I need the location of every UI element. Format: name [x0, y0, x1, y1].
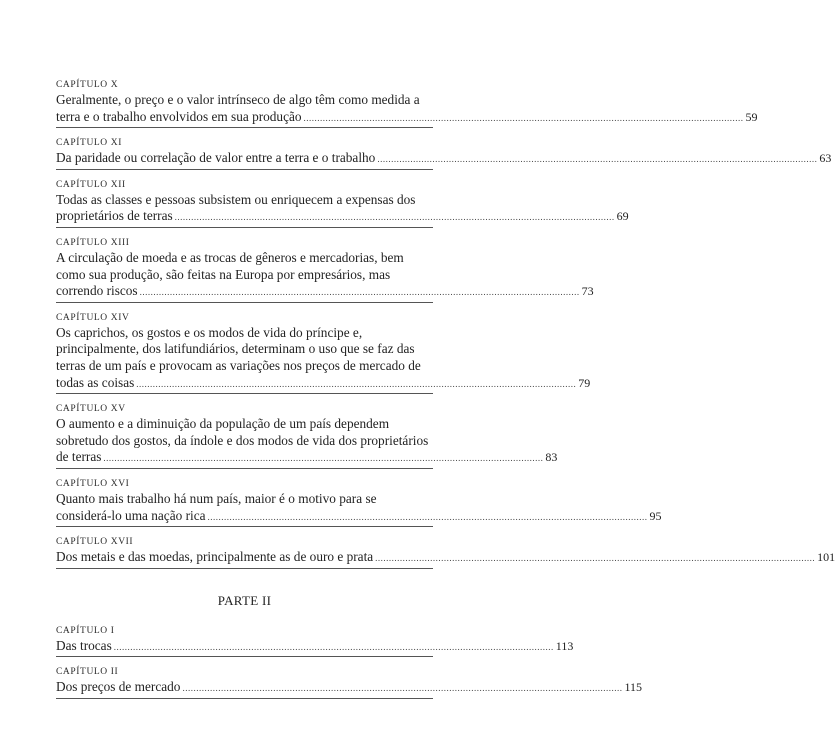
dot-leader: ................................................................................................................................................................ — [377, 154, 818, 165]
chapter-title-last-line — [56, 108, 758, 129]
chapter-label: CAPÍTULO XVII — [56, 537, 134, 548]
dot-leader: ................................................................................................................................................................ — [182, 683, 623, 694]
toc-entry — [56, 312, 591, 394]
chapter-title-line: Quanto mais trabalho há num país, maior é o motivo para se — [56, 490, 377, 506]
toc-entry — [56, 478, 662, 527]
chapter-label: CAPÍTULO II — [56, 667, 119, 678]
page-number: 79 — [578, 375, 591, 390]
page-number: 59 — [745, 109, 758, 124]
chapter-title-text: correndo riscos — [56, 283, 138, 299]
dot-leader: ................................................................................................................................................................ — [174, 212, 615, 223]
chapter-label: CAPÍTULO I — [56, 625, 115, 636]
chapter-title-line: A circulação de moeda e as trocas de gêneros e mercadorias, bem — [56, 249, 404, 265]
chapter-title-line: Geralmente, o preço e o valor intrínseco de algo têm como medida a — [56, 92, 420, 107]
dot-leader: ................................................................................................................................................................ — [136, 378, 577, 389]
chapter-title-line: como sua produção, são feitas na Europa por empresários, mas — [56, 266, 391, 282]
dot-leader: ................................................................................................................................................................ — [207, 511, 648, 522]
toc-entry — [56, 179, 629, 228]
page-number: 69 — [616, 209, 629, 224]
page-number: 73 — [581, 284, 594, 299]
chapter-title-last-line — [56, 637, 574, 658]
chapter-label: CAPÍTULO X — [56, 80, 119, 90]
chapter-title-last-line — [56, 283, 594, 303]
chapter-label: CAPÍTULO XIV — [56, 312, 130, 323]
chapter-title-line: terras de um país e provocam as variações nos preços de mercado de — [56, 357, 421, 373]
chapter-title-last-line — [56, 208, 629, 228]
chapter-title-text: todas as coisas — [56, 374, 135, 390]
toc-entry — [56, 137, 832, 170]
chapter-title-line: principalmente, dos latifundiários, determinam o uso que se faz das — [56, 341, 415, 357]
dot-leader: ................................................................................................................................................................ — [303, 112, 744, 123]
chapter-title-last-line — [56, 150, 832, 170]
chapter-title-text: de terras — [56, 449, 102, 465]
chapter-title-last-line — [56, 679, 642, 699]
page-number: 95 — [649, 508, 662, 523]
chapter-label: CAPÍTULO XVI — [56, 478, 130, 489]
page-number: 63 — [819, 151, 832, 166]
chapter-label: CAPÍTULO XIII — [56, 237, 130, 248]
chapter-label: CAPÍTULO XII — [56, 179, 126, 190]
dot-leader: ................................................................................................................................................................ — [139, 287, 580, 298]
toc-entry — [56, 536, 835, 569]
toc-part-1 — [56, 79, 835, 569]
table-of-contents — [56, 79, 835, 708]
page-number: 101 — [817, 550, 835, 565]
chapter-title-text: terra e o trabalho envolvidos em sua produção — [56, 108, 302, 124]
toc-part-2 — [56, 625, 642, 699]
chapter-title-last-line — [56, 374, 591, 395]
chapter-title-text: Dos metais e das moedas, principalmente as de ouro e prata — [56, 549, 374, 565]
chapter-title-line: O aumento e a diminuição da população de um país dependem — [56, 416, 390, 432]
page-number: 115 — [624, 680, 642, 695]
chapter-title-text: Da paridade ou correlação de valor entre a terra e o trabalho — [56, 150, 376, 166]
toc-entry — [56, 625, 574, 658]
toc-entry — [56, 237, 594, 303]
chapter-label: CAPÍTULO XI — [56, 138, 122, 149]
chapter-title-text: Das trocas — [56, 637, 112, 653]
page-number: 83 — [545, 450, 558, 465]
chapter-title-line: Os caprichos, os gostos e os modos de vida do príncipe e, — [56, 324, 363, 340]
chapter-title-line: sobretudo dos gostos, da índole e dos modos de vida dos proprietários — [56, 432, 429, 448]
chapter-title-text: considerá-lo uma nação rica — [56, 507, 206, 523]
chapter-title-text: proprietários de terras — [56, 208, 173, 224]
chapter-title-last-line — [56, 507, 662, 528]
chapter-label: CAPÍTULO XV — [56, 404, 126, 415]
toc-entry — [56, 666, 642, 699]
dot-leader: ................................................................................................................................................................ — [103, 453, 544, 464]
dot-leader: ................................................................................................................................................................ — [113, 641, 554, 652]
toc-entry — [56, 403, 558, 469]
part-heading: PARTE II — [217, 592, 272, 608]
chapter-title-last-line — [56, 549, 835, 569]
dot-leader: ................................................................................................................................................................ — [375, 553, 816, 564]
page-number: 113 — [555, 638, 574, 653]
toc-entry — [56, 79, 758, 128]
chapter-title-line: Todas as classes e pessoas subsistem ou enriquecem a expensas dos — [56, 191, 416, 207]
chapter-title-text: Dos preços de mercado — [56, 679, 181, 695]
chapter-title-last-line — [56, 449, 558, 469]
